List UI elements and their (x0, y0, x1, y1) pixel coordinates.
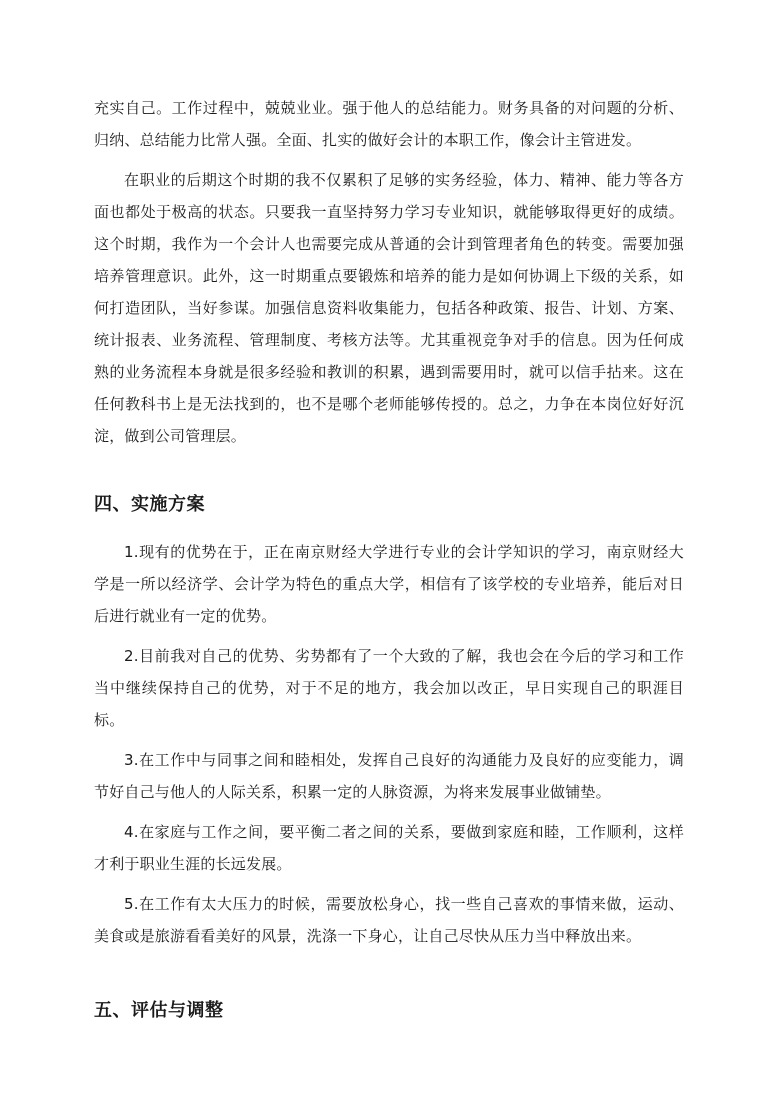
document-page (94, 92, 684, 1026)
list-item: 2.目前我对自己的优势、劣势都有了一个大致的了解，我也会在今后的学习和工作当中继续保持自己的优势，对于不足的地方，我会加以改正，早日实现自己的职涯目标。 (94, 647, 684, 729)
list-item: 5.在工作有太大压力的时候，需要放松身心，找一些自己喜欢的事情来做，运动、美食或是旅游看看美好的风景，洗涤一下身心，让自己尽快从压力当中释放出来。 (94, 895, 684, 945)
list-item: 1.现有的优势在于，正在南京财经大学进行专业的会计学知识的学习，南京财经大学是一所以经济学、会计学为特色的重点大学，相信有了该学校的专业培养，能后对日后进行就业有一定的优势。 (94, 543, 684, 625)
paragraph-continuation: 充实自己。工作过程中，兢兢业业。强于他人的总结能力。财务具备的对问题的分析、归纳、总结能力比常人强。全面、扎实的做好会计的本职工作，像会计主管进发。 (94, 99, 684, 149)
list-item: 3.在工作中与同事之间和睦相处，发挥自己良好的沟通能力及良好的应变能力，调节好自己与他人的人际关系，积累一定的人脉资源，为将来发展事业做铺垫。 (94, 751, 684, 801)
section-heading-implementation: 四、实施方案 (94, 494, 205, 515)
paragraph-later-career: 在职业的后期这个时期的我不仅累积了足够的实务经验，体力、精神、能力等各方面也都处于极高的状态。只要我一直坚持努力学习专业知识，就能够取得更好的成绩。这个时期，我作为一个会计人也需要完成从普通的会计到管理者角色的转变。需要加强培养管理意识。此外，这一时期重点要锻炼和培养的能力是如何协调上下级的关系，如何打造团队，当好参谋。加强信息资料收集能力，包括各种政策、报告、计划、方案、统计报表、业务流程、管理制度、考核方法等。尤其重视竞争对手的信息。因为任何成熟的业务流程本身就是很多经验和教训的积累，遇到需要用时，就可以信手拈来。这在任何教科书上是无法找到的，也不是哪个老师能够传授的。总之，力争在本岗位好好沉淀，做到公司管理层。 (94, 171, 684, 445)
section-heading-evaluation: 五、评估与调整 (94, 1000, 224, 1021)
list-item: 4.在家庭与工作之间，要平衡二者之间的关系，要做到家庭和睦，工作顺利，这样才利于职业生涯的长远发展。 (94, 823, 684, 873)
